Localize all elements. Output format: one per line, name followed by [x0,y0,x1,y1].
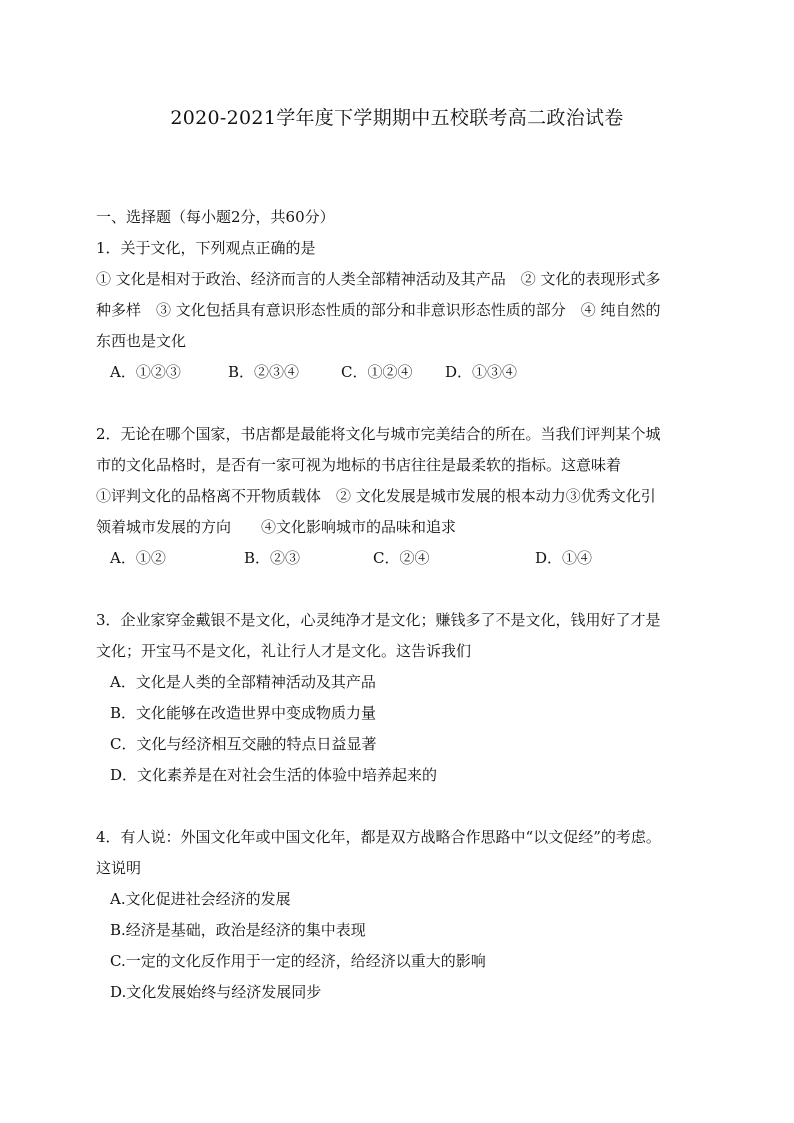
question-4 [96,822,706,1008]
option-c[interactable]: C．②④ [373,549,430,567]
question-1 [96,233,706,388]
question-4-stem-line: 4．有人说：外国文化年或中国文化年，都是双方战略合作思路中“以文促经”的考虑。 [96,828,661,846]
exam-content [96,202,706,1008]
question-1-statement-line: 东西也是文化 [96,332,187,350]
question-spacer [96,388,706,419]
option-a[interactable]: A．①② [110,549,166,567]
question-spacer [96,574,706,605]
option-d[interactable]: D．①③④ [445,363,518,381]
option-b[interactable]: B．②③ [244,549,301,567]
question-2-options [96,543,706,574]
question-4-stem-line: 这说明 [96,859,142,877]
option-d[interactable]: D.文化发展始终与经济发展同步 [110,983,322,1001]
question-2 [96,419,706,574]
option-b[interactable]: B．②③④ [228,363,300,381]
option-c[interactable]: C．①②④ [341,363,413,381]
question-1-options [96,357,706,388]
question-1-statement-line: 种多样 ③ 文化包括具有意识形态性质的部分和非意识形态性质的部分 ④ 纯自然的 [96,301,661,319]
question-2-stem-line: 2．无论在哪个国家，书店都是最能将文化与城市完美结合的所在。当我们评判某个城 [96,425,661,443]
exam-title: 2020-2021学年度下学期期中五校联考高二政治试卷 [170,107,624,129]
option-b[interactable]: B．文化能够在改造世界中变成物质力量 [110,704,377,722]
option-d[interactable]: D．①④ [535,549,593,567]
question-1-statement-line: ① 文化是相对于政治、经济而言的人类全部精神活动及其产品 ② 文化的表现形式多 [96,270,661,288]
question-2-statement-line: ①评判文化的品格离不开物质载体 ② 文化发展是城市发展的根本动力③优秀文化引 [96,487,656,505]
option-a[interactable]: A.文化促进社会经济的发展 [110,890,291,908]
option-b[interactable]: B.经济是基础，政治是经济的集中表现 [110,921,366,939]
option-c[interactable]: C.一定的文化反作用于一定的经济，给经济以重大的影响 [110,952,486,970]
option-d[interactable]: D．文化素养是在对社会生活的体验中培养起来的 [110,766,438,784]
option-a[interactable]: A．文化是人类的全部精神活动及其产品 [110,673,376,691]
question-spacer [96,791,706,822]
question-3-stem-line: 3．企业家穿金戴银不是文化，心灵纯净才是文化；赚钱多了不是文化，钱用好了才是 [96,611,661,629]
question-3-stem-line: 文化；开宝马不是文化，礼让行人才是文化。这告诉我们 [96,642,472,660]
option-c[interactable]: C．文化与经济相互交融的特点日益显著 [110,735,377,753]
question-2-stem-line: 市的文化品格时，是否有一家可视为地标的书店往往是最柔软的指标。这意味着 [96,456,622,474]
question-1-stem: 1．关于文化，下列观点正确的是 [96,239,316,257]
question-3 [96,605,706,791]
question-2-statement-line: 领着城市发展的方向 ④文化影响城市的品味和追求 [96,518,457,536]
section-heading: 一、选择题（每小题2分，共60分） [96,208,335,226]
option-a[interactable]: A．①②③ [110,363,181,381]
